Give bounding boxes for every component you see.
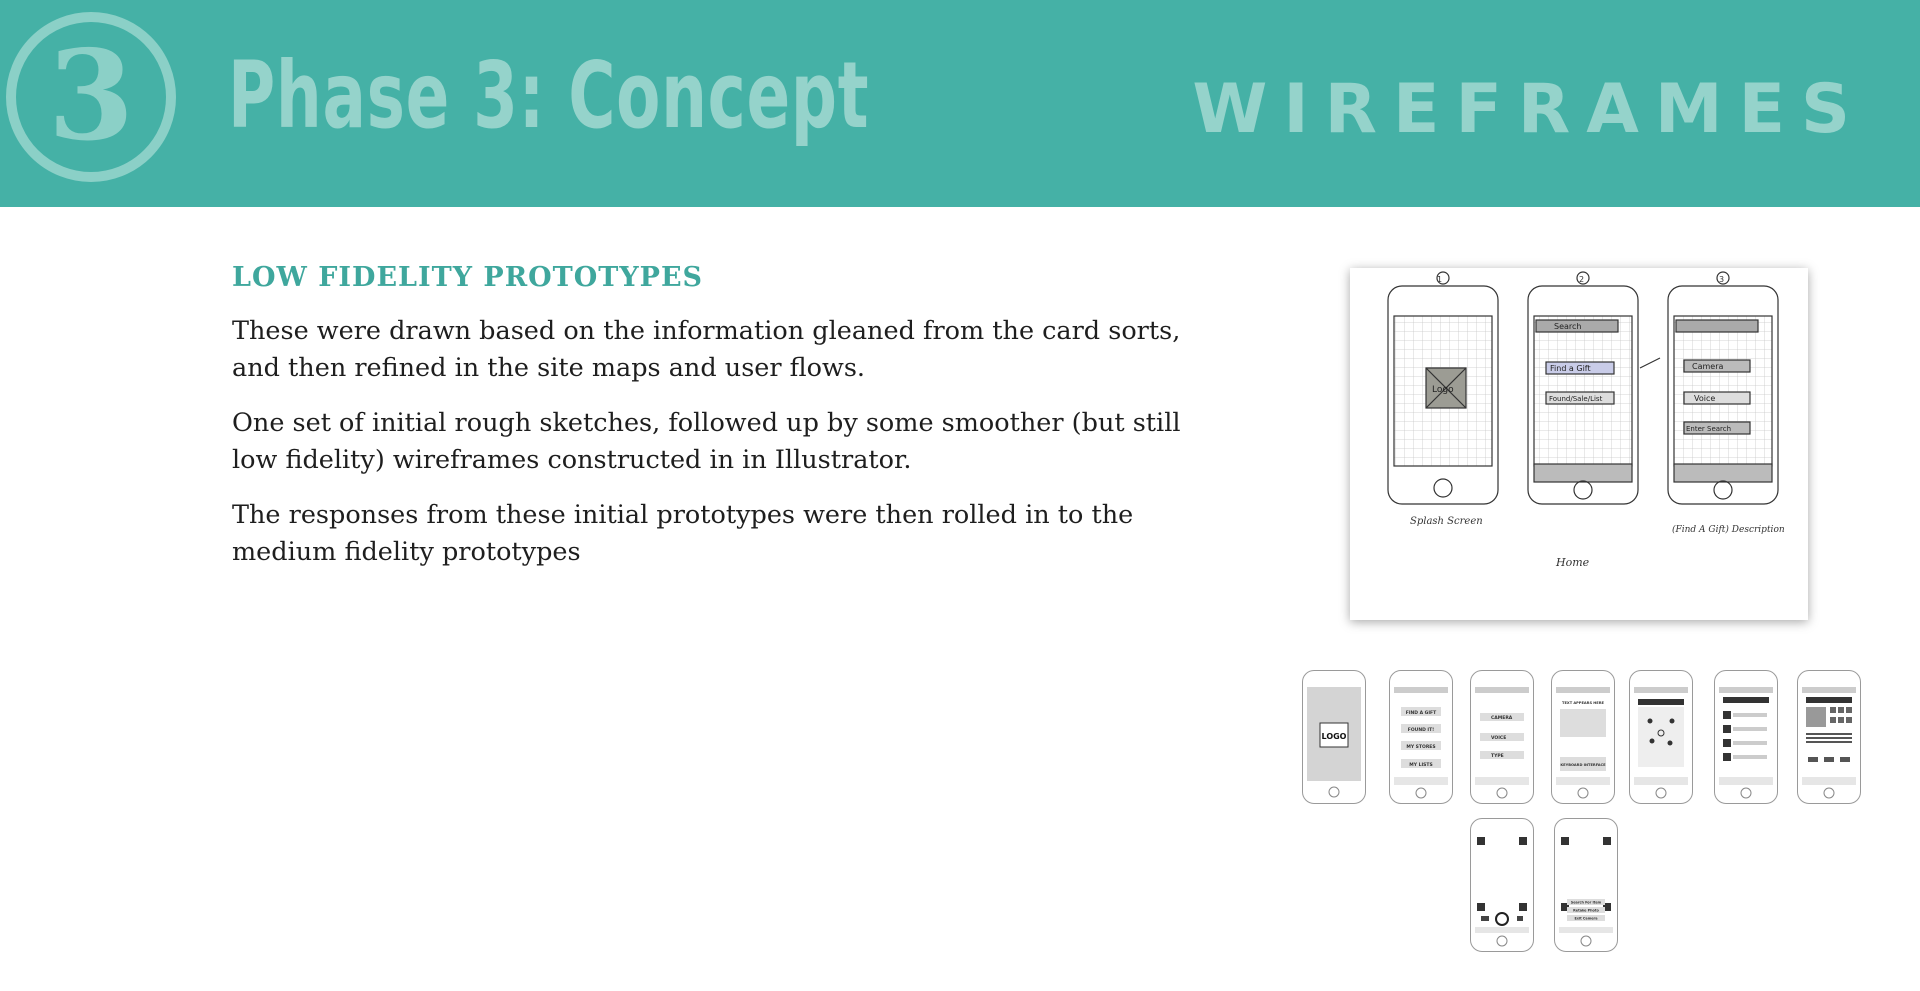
wireframe-my-lists: MY LISTS	[1409, 763, 1433, 768]
sketch-number-1: 1	[1437, 275, 1443, 284]
phase-title: Phase 3: Concept	[228, 42, 870, 149]
sketch-description-label: (Find A Gift) Description	[1672, 525, 1785, 535]
wireframe-camera: CAMERA	[1491, 716, 1513, 721]
sketch-found-label: Found/Sale/List	[1549, 395, 1603, 403]
paragraph-2: One set of initial rough sketches, followed up by some smoother (but still low fidelity) wireframes constructed in in Illustrator.	[232, 408, 1181, 475]
sketch-phone-2	[1528, 272, 1660, 504]
wireframe-camera-options	[1554, 818, 1618, 952]
phase-number: 3	[47, 24, 135, 169]
sketch-search-label: Search	[1554, 322, 1582, 331]
sketch-voice-label: Voice	[1694, 394, 1716, 403]
wireframe-find-gift: FIND A GIFT	[1405, 711, 1437, 716]
wireframe-splash	[1302, 670, 1366, 804]
wireframe-search-options	[1470, 670, 1534, 804]
wireframe-found-it: FOUND IT!	[1407, 728, 1435, 733]
subheading: LOW FIDELITY PROTOTYPES	[232, 262, 704, 293]
wireframe-voice: VOICE	[1491, 736, 1507, 741]
sketch-drawing	[1350, 268, 1808, 620]
sketch-enter-search-label: Enter Search	[1686, 425, 1732, 433]
content-block	[232, 262, 1192, 589]
phase-number-badge	[6, 12, 176, 182]
sketch-home-label: Home	[1556, 556, 1590, 569]
wireframe-retake-photo: Retake Photo	[1573, 908, 1599, 913]
sketch-find-gift-label: Find a Gift	[1550, 364, 1591, 373]
wireframe-results-map	[1629, 670, 1693, 804]
wireframe-type-search	[1551, 670, 1615, 804]
section-title: WIREFRAMES	[1192, 70, 1866, 149]
sketch-logo-label: Logo	[1432, 385, 1454, 395]
wireframe-home	[1389, 670, 1453, 804]
wireframe-search-for-item: Search For Item	[1570, 900, 1602, 905]
wireframe-results-list	[1714, 670, 1778, 804]
wireframe-logo-text: LOGO	[1321, 732, 1347, 741]
wireframe-my-stores: MY STORES	[1406, 745, 1436, 750]
sketch-camera-label: Camera	[1692, 362, 1724, 371]
header-banner	[0, 0, 1920, 207]
sketch-phone-3	[1668, 272, 1778, 504]
paragraph-3: The responses from these initial prototypes were then rolled in to the medium fidelity prototypes	[232, 500, 1134, 567]
wireframe-exit-camera: Exit Camera	[1574, 916, 1598, 921]
wireframe-text-appears: TEXT APPEARS HERE	[1562, 701, 1604, 705]
wireframe-camera-view	[1470, 818, 1534, 952]
paragraph-1: These were drawn based on the information gleaned from the card sorts, and then refined in the site maps and user flows.	[232, 316, 1181, 383]
sketch-number-3: 3	[1719, 275, 1725, 284]
wireframe-item-detail	[1797, 670, 1861, 804]
rough-sketch-image	[1350, 268, 1808, 620]
sketch-splash-label: Splash Screen	[1410, 516, 1483, 527]
wireframe-type: TYPE	[1491, 754, 1504, 759]
wireframe-keyboard: KEYBOARD INTERFACE	[1560, 763, 1606, 767]
sketch-number-2: 2	[1579, 275, 1585, 284]
